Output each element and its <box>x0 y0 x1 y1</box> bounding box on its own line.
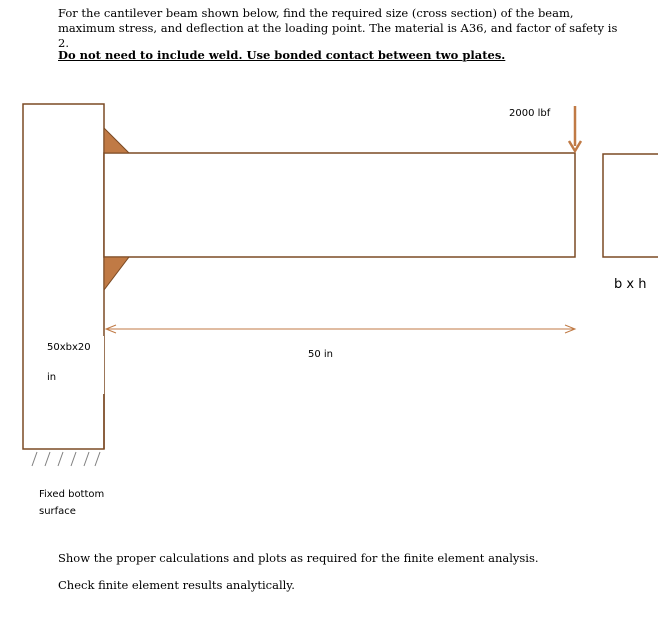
fixed-support-label-line1: Fixed bottom <box>39 489 105 500</box>
top-weld <box>104 128 129 153</box>
instruction-line-2: Check finite element results analytically. <box>58 578 295 592</box>
vertical-plate <box>23 104 104 449</box>
cantilever-beam <box>104 153 575 257</box>
instruction-line-1: Show the proper calculations and plots as required for the finite element analysis. <box>58 551 539 565</box>
cross-section <box>603 154 658 257</box>
bottom-weld <box>104 257 129 290</box>
cross-section-label: b x h <box>614 277 647 292</box>
plate-dims-label: 50xbx20 <box>47 342 91 353</box>
fixed-support-label-line2: surface <box>39 506 76 517</box>
problem-note: Do not need to include weld. Use bonded contact between two plates. <box>58 48 506 62</box>
problem-statement: For the cantilever beam shown below, find the required size (cross section) of the beam, maximum stress, and deflection at the loading point. The material is A36, and factor of safety is 2. <box>58 6 618 50</box>
plate-unit-label: in <box>47 372 57 383</box>
fixed-support-label <box>39 486 119 520</box>
load-label: 2000 lbf <box>509 108 551 119</box>
length-label: 50 in <box>308 349 334 360</box>
fixed-support-hatch <box>32 452 100 466</box>
